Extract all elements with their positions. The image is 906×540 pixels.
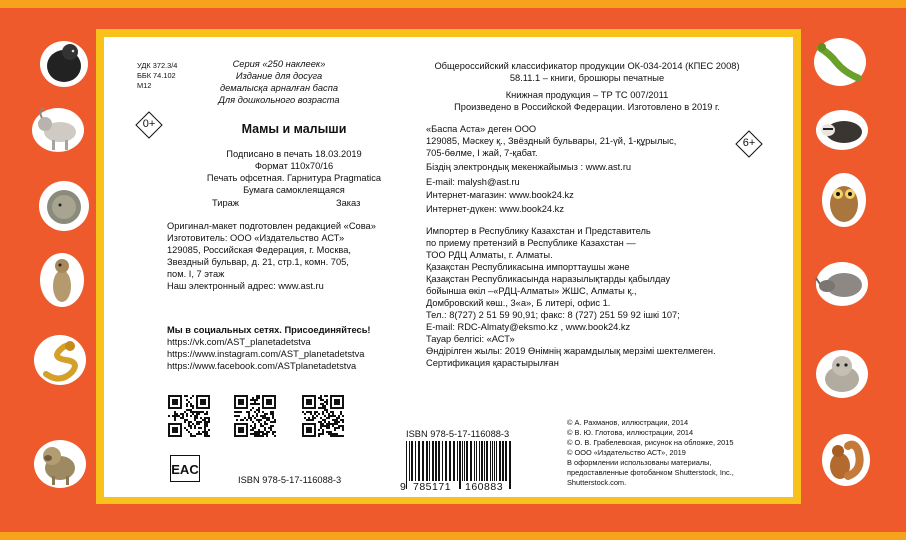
print-line-3: Печать офсетная. Гарнитура Pragmatica (206, 173, 382, 183)
importer-line-9: E-mail: RDC-Almaty@eksmo.kz , www.book24.kz (426, 322, 631, 332)
bbk-code: ББК 74.102 (137, 71, 176, 80)
kz-line-7: Интернет-дүкен: www.book24.kz (426, 204, 564, 214)
qr-code-vk-icon[interactable] (168, 395, 210, 437)
kz-line-4: Біздің электрондық мекенжайымыз : www.ast.ru (426, 162, 632, 172)
animal-sticker-goat-icon (30, 102, 86, 158)
animal-sticker-badger-icon (814, 102, 870, 158)
barcode-digits-group-1: 785171 (413, 481, 452, 493)
author-mark: М12 (137, 81, 152, 90)
credit-line-6: предоставленные фотобанком Shutterstock, Inc., (567, 468, 734, 477)
importer-line-8: Тел.: 8(727) 2 51 59 90,91; факс: 8 (727) 251 59 92 ішкі 107; (426, 310, 680, 320)
classifier-line-1: Общероссийский классификатор продукции ОК-034-2014 (КПЕС 2008) (434, 61, 740, 71)
classifier-line-2: 58.11.1 – книги, брошюры печатные (509, 73, 665, 83)
animal-sticker-baboon-icon (32, 436, 88, 492)
eac-mark-icon (170, 455, 200, 482)
animal-sticker-owl-icon (816, 172, 872, 228)
importer-line-2: по приему претензий в Республике Казахстан — (426, 238, 636, 248)
animal-sticker-snake-icon (32, 332, 88, 388)
age-rating-6-badge (735, 130, 763, 158)
print-line-1: Подписано в печать 18.03.2019 (226, 149, 362, 159)
credit-line-1: © А. Рахманов, иллюстрации, 2014 (567, 418, 689, 427)
importer-line-12: Сертификация қарастырылған (426, 358, 559, 368)
kz-line-5: E-mail: malysh@ast.ru (426, 177, 520, 187)
publisher-line-5: пом. I, 7 этаж (167, 269, 225, 279)
credit-line-4: © ООО «Издательство АСТ», 2019 (567, 448, 686, 457)
isbn-barcode-caption: ISBN 978-5-17-116088-3 (406, 429, 510, 439)
social-link-vk[interactable]: https://vk.com/AST_planetadetstva (167, 337, 311, 347)
importer-line-7: Домбровский көш., 3«а», Б литері, офис 1. (426, 298, 611, 308)
importer-line-4: Қазақстан Республикасына импорттаушы және (426, 262, 630, 272)
age-rating-0-badge (135, 111, 163, 139)
kz-line-3: 705-бөлме, I жай, 7-қабат. (426, 148, 538, 158)
barcode-digits-group-2: 160883 (465, 481, 504, 493)
importer-line-5: Қазақстан Республикасында наразылықтарды қабылдау (426, 274, 671, 284)
order-number: Заказ (336, 198, 361, 208)
qr-code-instagram-icon[interactable] (234, 395, 276, 437)
top-stripe (0, 0, 906, 8)
animal-sticker-squirrel-icon (818, 432, 874, 488)
svg-text:EAC: EAC (171, 462, 199, 477)
credit-line-7: Shutterstock.com. (567, 478, 627, 487)
credit-line-2: © В. Ю. Глотова, иллюстрации, 2014 (567, 428, 694, 437)
publisher-line-3: 129085, Российская Федерация, г. Москва, (167, 245, 351, 255)
classifier-line-3: Книжная продукция – ТР ТС 007/2011 (505, 90, 669, 100)
kz-line-2: 129085, Мәскеу қ., Звёздный бульвары, 21-үй, 1-құрылыс, (426, 136, 677, 146)
imprint-sheet (104, 37, 793, 497)
importer-line-10: Тауар белгісі: «АСТ» (426, 334, 515, 344)
animal-sticker-lizard-icon (812, 34, 868, 90)
animal-sticker-hedgehog-icon (36, 178, 92, 234)
importer-line-11: Өндірілген жылы: 2019 Өнімнің жарамдылық мерзімі шектелмеген. (426, 346, 716, 356)
publisher-line-6: Наш электронный адрес: www.ast.ru (167, 281, 324, 291)
credit-line-5: В оформлении использованы материалы, (567, 458, 712, 467)
importer-line-1: Импортер в Республику Казахстан и Представитель (426, 226, 651, 236)
series-line-1: Серия «250 наклеек» (232, 59, 326, 69)
animal-sticker-meerkat-icon (34, 252, 90, 308)
social-title: Мы в социальных сетях. Присоединяйтесь! (167, 325, 371, 335)
qr-code-facebook-icon[interactable] (302, 395, 344, 437)
age-rating-0-label: 0+ (142, 118, 156, 130)
print-line-2: Формат 110х70/16 (254, 161, 334, 171)
print-run: Тираж (212, 198, 240, 208)
series-line-4: Для дошкольного возраста (218, 95, 340, 105)
udk-code: УДК 372.3/4 (137, 61, 178, 70)
animal-sticker-manul-icon (814, 346, 870, 402)
series-line-2: Издание для досуга (235, 71, 323, 81)
book-title: Мамы и малыши (241, 122, 347, 136)
classifier-line-4: Произведено в Российской Федерации. Изготовлено в 2019 г. (454, 102, 720, 112)
age-rating-6-label: 6+ (742, 137, 756, 149)
kz-line-6: Интернет-магазин: www.book24.kz (426, 190, 574, 200)
importer-line-6: бойынша өкіл –«РДЦ-Алматы» ЖШС, Алматы қ., (426, 286, 637, 296)
kz-line-1: «Баспа Аста» деген ООО (426, 124, 537, 134)
publisher-line-4: Звездный бульвар, д. 21, стр.1, комн. 705, (167, 257, 349, 267)
social-link-facebook[interactable]: https://www.facebook.com/ASTplanetadetstva (167, 361, 357, 371)
series-line-3: демалысқа арналған баспа (219, 83, 338, 93)
animal-sticker-gorilla-icon (36, 34, 92, 90)
publisher-line-1: Оригинал-макет подготовлен редакцией «Сова» (167, 221, 376, 231)
isbn-left: ISBN 978-5-17-116088-3 (238, 475, 342, 485)
barcode-digit-first: 9 (400, 481, 406, 493)
social-link-instagram[interactable]: https://www.instagram.com/AST_planetadetstva (167, 349, 365, 359)
bottom-stripe (0, 532, 906, 540)
publisher-line-2: Изготовитель: ООО «Издательство АСТ» (167, 233, 345, 243)
print-line-4: Бумага самоклеящаяся (243, 185, 345, 195)
importer-line-3: ТОО РДЦ Алматы, г. Алматы. (426, 250, 553, 260)
animal-sticker-rhino-icon (814, 256, 870, 312)
credit-line-3: © О. В. Грабелевская, рисунок на обложке, 2015 (567, 438, 734, 447)
